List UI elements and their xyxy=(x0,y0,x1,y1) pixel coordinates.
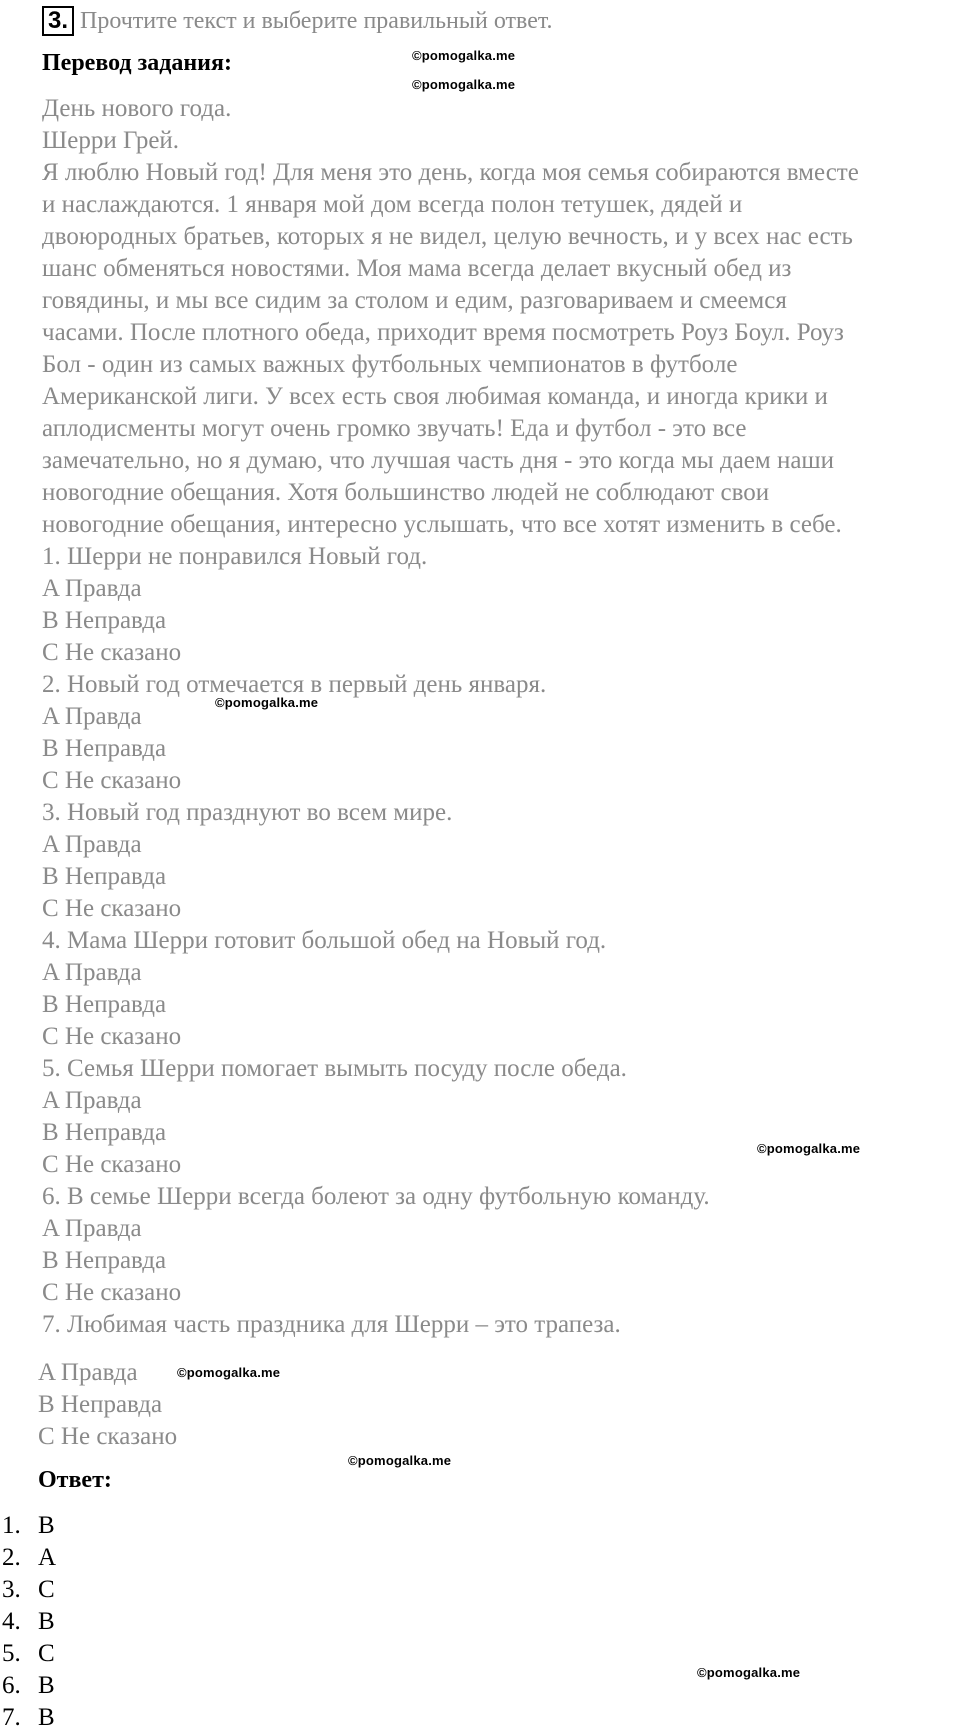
option-b: B Неправда xyxy=(42,1119,167,1146)
story-line: Американской лиги. У всех есть своя любимая команда, и иногда крики и xyxy=(42,383,828,410)
watermark: ©pomogalka.me xyxy=(177,1365,281,1380)
watermark: ©pomogalka.me xyxy=(757,1141,861,1156)
option-c: C Не сказано xyxy=(42,1279,182,1306)
option-a: A Правда xyxy=(42,1087,142,1114)
option-b: B Неправда xyxy=(42,1247,167,1274)
answer-item xyxy=(0,1542,56,1574)
option-b: B Неправда xyxy=(42,863,167,890)
task-instruction: Прочтите текст и выберите правильный ответ. xyxy=(80,7,553,34)
option-c: C Не сказано xyxy=(42,1023,182,1050)
story-line: и наслаждаются. 1 января мой дом всегда полон тетушек, дядей и xyxy=(42,191,743,218)
question-6: 6. В семье Шерри всегда болеют за одну футбольную команду. xyxy=(42,1183,710,1210)
answer-value: A xyxy=(38,1544,57,1571)
answer-number: 7. xyxy=(2,1704,21,1731)
question-3: 3. Новый год празднуют во всем мире. xyxy=(42,799,453,826)
story-author: Шерри Грей. xyxy=(42,127,180,154)
answer-number: 2. xyxy=(2,1544,21,1571)
option-b: B Неправда xyxy=(38,1391,163,1418)
answer-item xyxy=(0,1638,56,1670)
option-a: A Правда xyxy=(42,831,142,858)
answer-number: 4. xyxy=(2,1608,21,1635)
story-line: говядины, и мы все сидим за столом и едим, разговариваем и смеемся xyxy=(42,287,787,314)
story-title: День нового года. xyxy=(42,95,232,122)
story-line: шанс обменяться новостями. Моя мама всегда делает вкусный обед из xyxy=(42,255,792,282)
answer-number: 3. xyxy=(2,1576,21,1603)
question-5: 5. Семья Шерри помогает вымыть посуду после обеда. xyxy=(42,1055,627,1082)
story-line: аплодисменты могут очень громко звучать! Еда и футбол - это все xyxy=(42,415,747,442)
answer-number: 6. xyxy=(2,1672,21,1699)
answer-value: C xyxy=(38,1576,55,1603)
watermark: ©pomogalka.me xyxy=(215,695,319,710)
option-b: B Неправда xyxy=(42,991,167,1018)
question-2: 2. Новый год отмечается в первый день января. xyxy=(42,671,547,698)
answer-value: B xyxy=(38,1512,55,1539)
answer-value: C xyxy=(38,1640,55,1667)
task-header xyxy=(42,4,553,38)
watermark: ©pomogalka.me xyxy=(412,48,516,63)
question-7: 7. Любимая часть праздника для Шерри – это трапеза. xyxy=(42,1311,621,1338)
answer-value: B xyxy=(38,1704,55,1731)
answer-item xyxy=(0,1702,56,1734)
task-number-badge: 3. xyxy=(42,6,74,36)
option-a: A Правда xyxy=(42,1215,142,1242)
question-1: 1. Шерри не понравился Новый год. xyxy=(42,543,428,570)
answer-value: B xyxy=(38,1608,55,1635)
option-a: A Правда xyxy=(42,959,142,986)
answer-item xyxy=(0,1606,56,1638)
story-line: Я люблю Новый год! Для меня это день, когда моя семья собираются вместе xyxy=(42,159,859,186)
option-c: C Не сказано xyxy=(42,1151,182,1178)
option-a: A Правда xyxy=(42,703,142,730)
answer-item xyxy=(0,1670,56,1702)
option-c: C Не сказано xyxy=(42,895,182,922)
answer-value: B xyxy=(38,1672,55,1699)
story-line: двоюродных братьев, которых я не видел, целую вечность, и у всех нас есть xyxy=(42,223,853,250)
answer-number: 1. xyxy=(2,1512,21,1539)
answer-item xyxy=(0,1574,56,1606)
watermark: ©pomogalka.me xyxy=(697,1665,801,1680)
story-line: замечательно, но я думаю, что лучшая часть дня - это когда мы даем наши xyxy=(42,447,835,474)
option-c: C Не сказано xyxy=(42,767,182,794)
answer-item xyxy=(0,1510,56,1542)
option-b: B Неправда xyxy=(42,735,167,762)
option-c: C Не сказано xyxy=(42,639,182,666)
translation-title: Перевод задания: xyxy=(42,50,232,76)
answer-number: 5. xyxy=(2,1640,21,1667)
watermark: ©pomogalka.me xyxy=(412,77,516,92)
answer-list xyxy=(0,1510,56,1734)
option-a: A Правда xyxy=(38,1359,138,1386)
story-line: часами. После плотного обеда, приходит время посмотреть Роуз Боул. Роуз xyxy=(42,319,844,346)
answer-title: Ответ: xyxy=(38,1467,112,1493)
watermark: ©pomogalka.me xyxy=(348,1453,452,1468)
story-line: Бол - один из самых важных футбольных чемпионатов в футболе xyxy=(42,351,738,378)
story-line: новогодние обещания. Хотя большинство людей не соблюдают свои xyxy=(42,479,770,506)
story-line: новогодние обещания, интересно услышать, что все хотят изменить в себе. xyxy=(42,511,842,538)
option-b: B Неправда xyxy=(42,607,167,634)
option-a: A Правда xyxy=(42,575,142,602)
question-4: 4. Мама Шерри готовит большой обед на Новый год. xyxy=(42,927,607,954)
option-c: C Не сказано xyxy=(38,1423,178,1450)
